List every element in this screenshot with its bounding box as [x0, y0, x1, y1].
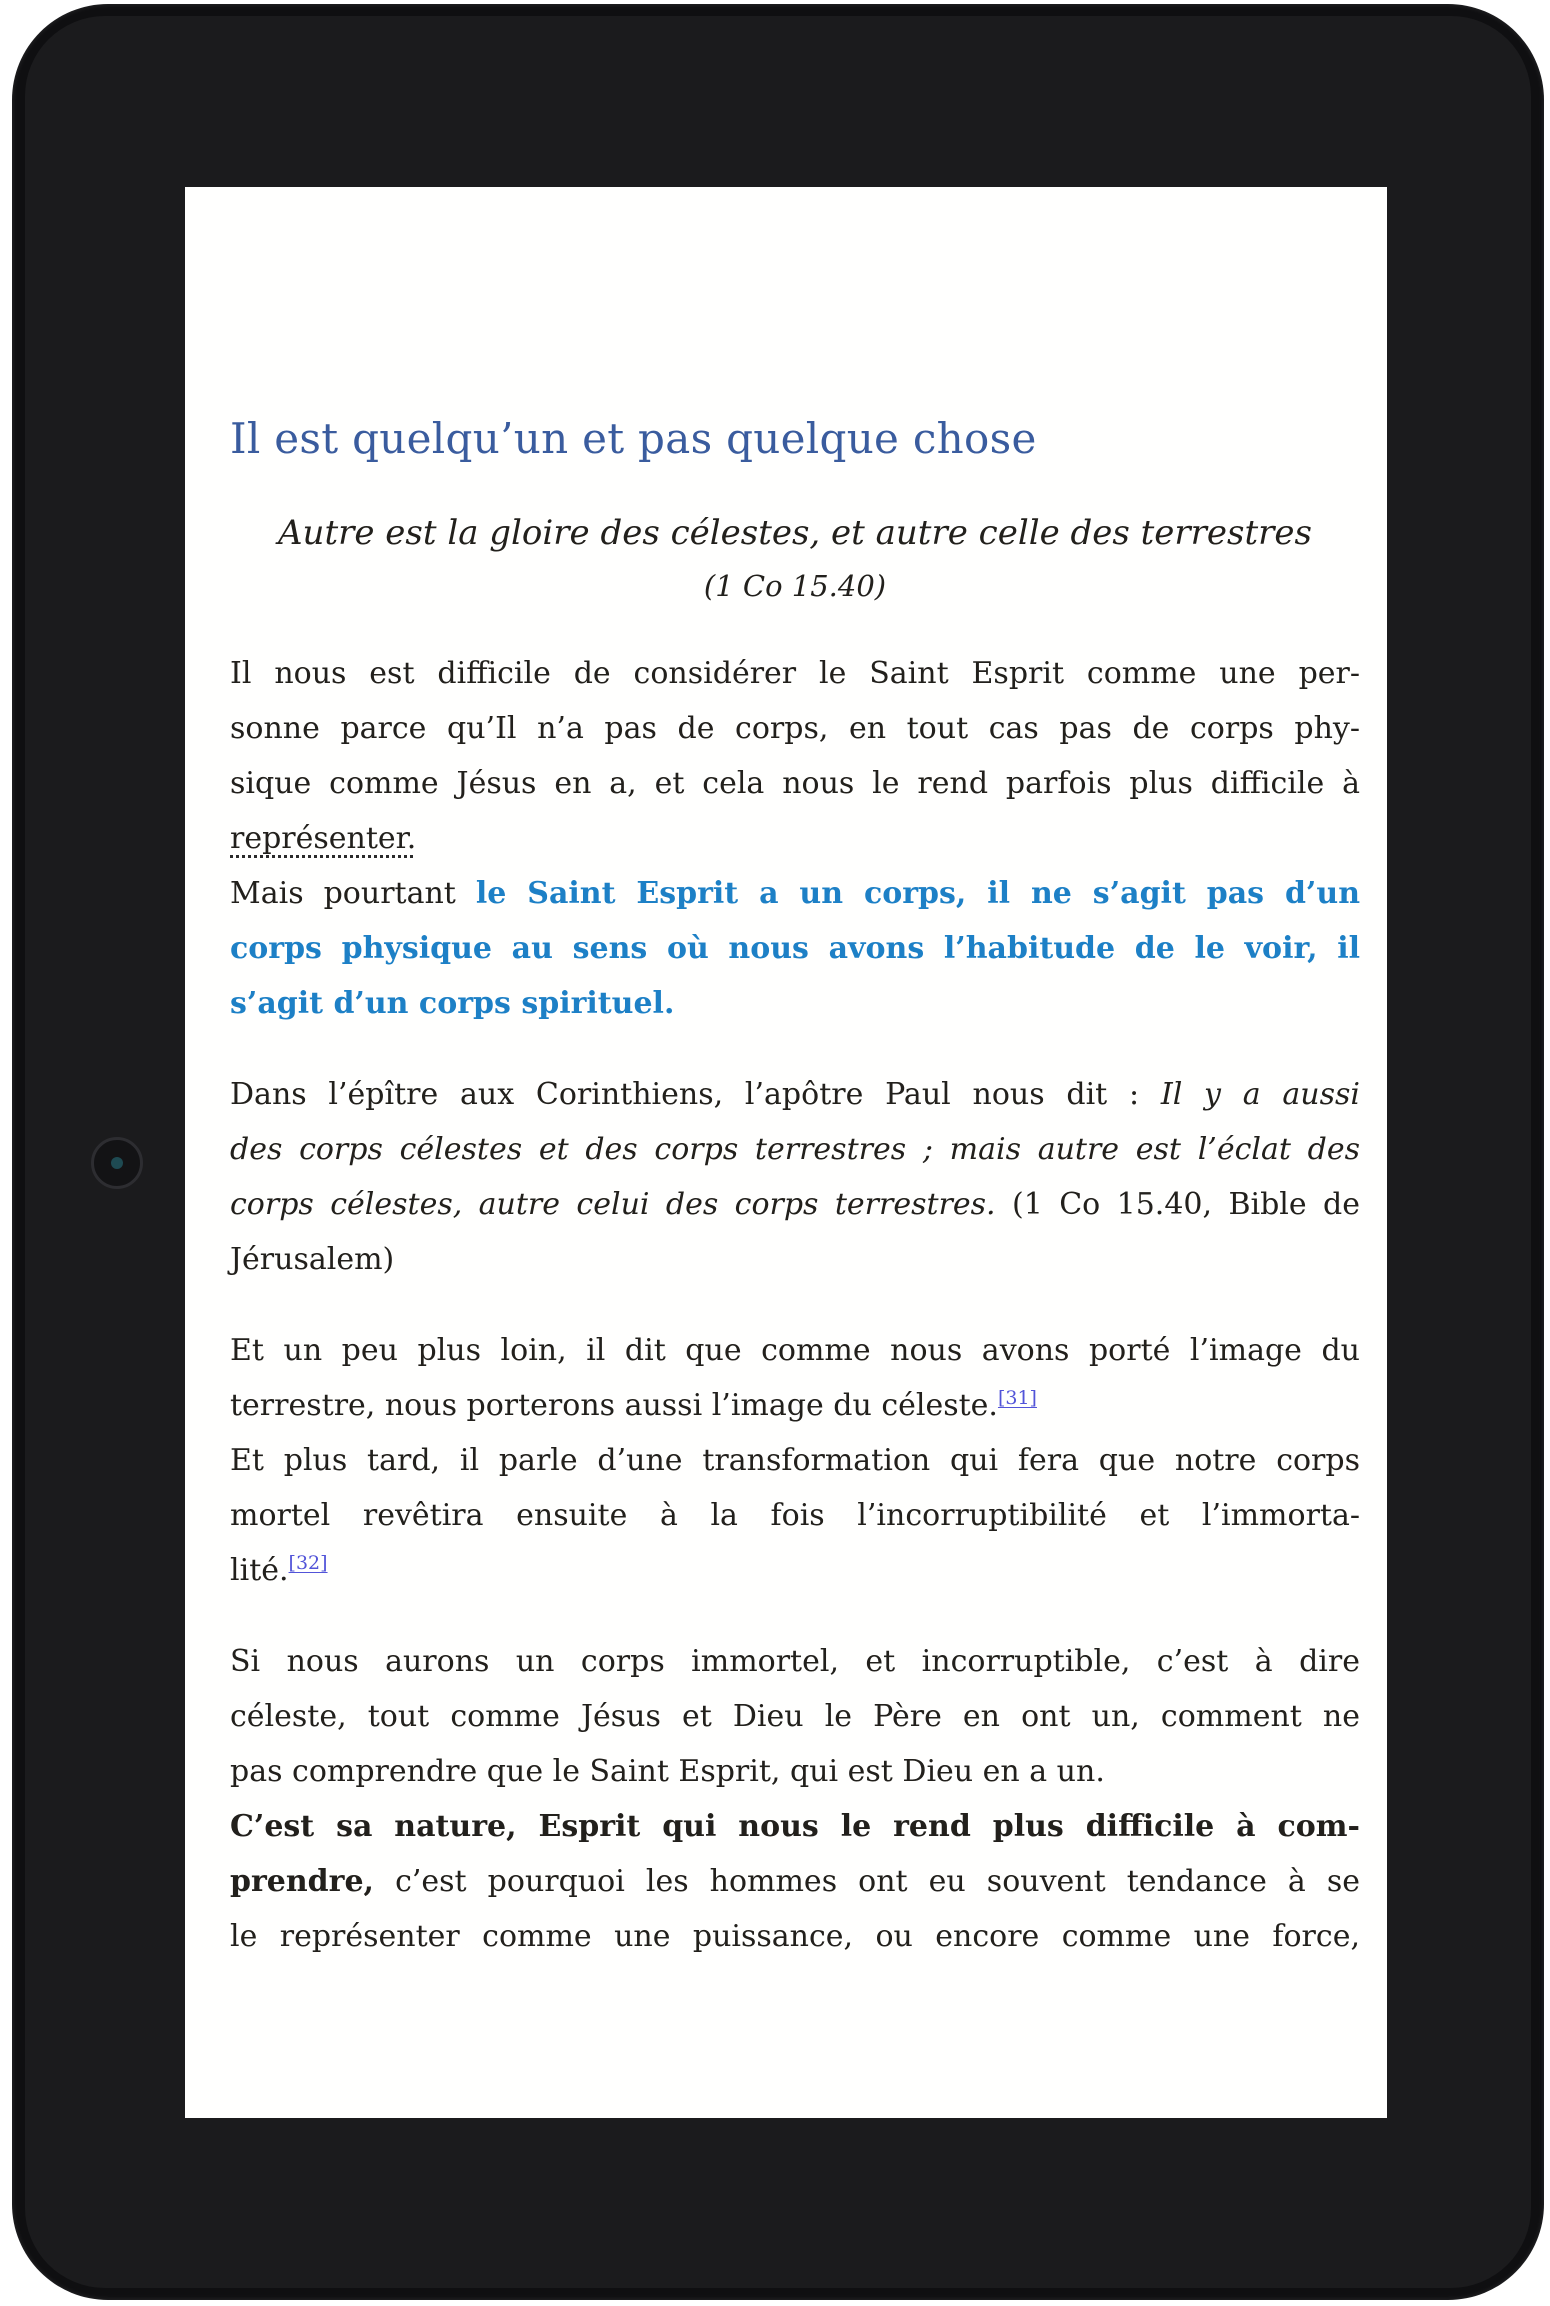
text-line: [230, 1067, 1360, 1122]
text-segment: prendre,: [230, 1864, 374, 1900]
paragraph: [230, 1634, 1360, 1964]
text-line: [230, 1799, 1360, 1854]
paragraph: [230, 1067, 1360, 1287]
text-line: [230, 1488, 1360, 1543]
text-line: [230, 756, 1360, 811]
text-segment: mortel revêtira ensuite à la fois l’incorruptibilité et l’immorta-: [230, 1498, 1360, 1534]
text-line: [230, 1232, 1360, 1287]
text-line: [230, 1543, 1360, 1598]
paragraph: [230, 646, 1360, 1031]
text-segment: le représenter comme une puissance, ou encore comme une force,: [230, 1919, 1360, 1955]
epigraph-quote: Autre est la gloire des célestes, et autre celle des terrestres: [278, 513, 1312, 554]
text-line: [230, 811, 1360, 866]
text-segment: corps physique au sens où nous avons l’habitude de le voir, il: [230, 931, 1360, 967]
ereader-screen-page[interactable]: [185, 187, 1387, 2118]
text-segment: Dans l’épître aux Corinthiens, l’apôtre Paul nous dit :: [230, 1077, 1161, 1113]
text-segment: Il nous est difficile de considérer le Saint Esprit comme une per-: [230, 656, 1360, 692]
text-segment: sique comme Jésus en a, et cela nous le rend parfois plus difficile à: [230, 766, 1360, 802]
text-line: [230, 866, 1360, 921]
text-segment: Jérusalem): [230, 1242, 395, 1278]
text-segment: lité.: [230, 1553, 289, 1589]
text-segment: Mais pourtant: [230, 876, 476, 912]
text-segment: Et plus tard, il parle d’une transformation qui fera que notre corps: [230, 1443, 1360, 1479]
text-segment: Il y a aussi: [1160, 1077, 1360, 1113]
text-segment: terrestre, nous porterons aussi l’image du céleste.: [230, 1388, 998, 1424]
text-line: [230, 1744, 1360, 1799]
text-segment: Et un peu plus loin, il dit que comme nous avons porté l’image du: [230, 1333, 1360, 1369]
body-text: [230, 646, 1360, 1964]
text-segment: céleste, tout comme Jésus et Dieu le Père en ont un, comment ne: [230, 1699, 1360, 1735]
text-segment: sonne parce qu’Il n’a pas de corps, en tout cas pas de corps phy-: [230, 711, 1360, 747]
footnote-link[interactable]: [32]: [288, 1552, 328, 1575]
text-line: [230, 976, 1360, 1031]
footnote-link[interactable]: [31]: [997, 1387, 1037, 1410]
text-line: [230, 1378, 1360, 1433]
text-line: [230, 1689, 1360, 1744]
text-line: [230, 1323, 1360, 1378]
front-camera-icon: [91, 1137, 143, 1189]
text-line: [230, 701, 1360, 756]
text-segment: s’agit d’un corps spirituel.: [230, 986, 675, 1022]
text-segment: (1 Co 15.40, Bible de: [995, 1187, 1360, 1223]
paragraph: [230, 1323, 1360, 1598]
text-segment: c’est pourquoi les hommes ont eu souvent tendance à se: [374, 1864, 1360, 1900]
text-segment: corps célestes, autre celui des corps terrestres.: [230, 1187, 996, 1223]
text-segment: C’est sa nature, Esprit qui nous le rend plus difficile à com-: [230, 1809, 1360, 1845]
camera-lens: [111, 1157, 123, 1169]
chapter-title: Il est quelqu’un et pas quelque chose: [230, 414, 1037, 463]
text-segment: des corps célestes et des corps terrestres ; mais autre est l’éclat des: [230, 1132, 1360, 1168]
text-segment: pas comprendre que le Saint Esprit, qui est Dieu en a un.: [230, 1754, 1105, 1790]
text-line: [230, 921, 1360, 976]
text-line: [230, 1854, 1360, 1909]
text-line: [230, 1122, 1360, 1177]
text-line: [230, 1177, 1360, 1232]
epigraph-reference: (1 Co 15.40): [703, 569, 887, 604]
annotated-word[interactable]: représenter.: [230, 821, 417, 857]
text-line: [230, 1634, 1360, 1689]
text-line: [230, 1433, 1360, 1488]
text-line: [230, 646, 1360, 701]
text-line: [230, 1909, 1360, 1964]
text-segment: le Saint Esprit a un corps, il ne s’agit pas d’un: [475, 876, 1360, 912]
text-segment: Si nous aurons un corps immortel, et incorruptible, c’est à dire: [230, 1644, 1360, 1680]
